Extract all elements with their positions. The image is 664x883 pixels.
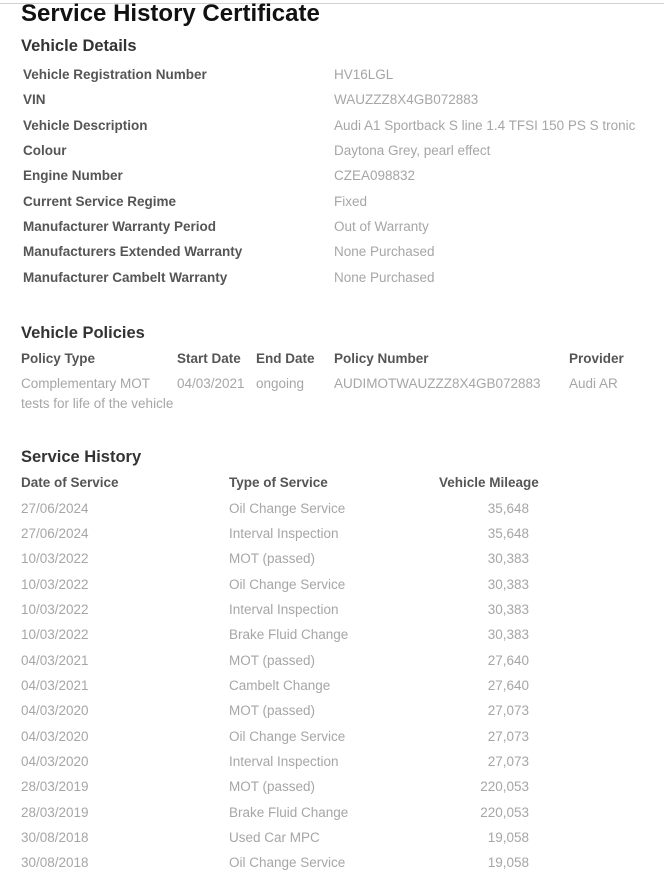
service-mileage: 30,383 (487, 551, 529, 566)
policy-type-header: Policy Type (21, 351, 96, 366)
service-date: 28/03/2019 (21, 805, 89, 820)
vehicle-mileage-header: Vehicle Mileage (439, 475, 539, 490)
service-date: 04/03/2020 (21, 729, 89, 744)
policy-provider: Audi AR (569, 376, 618, 391)
service-date: 27/06/2024 (21, 526, 89, 541)
policy-type-cell: Complementary MOT tests for life of the vehicle (21, 376, 174, 411)
start-date-header: Start Date (177, 351, 241, 366)
policy-start-date: 04/03/2021 (177, 376, 245, 391)
service-mileage: 19,058 (487, 830, 529, 845)
detail-value: None Purchased (334, 270, 435, 285)
service-mileage: 35,648 (487, 526, 529, 541)
detail-label: Manufacturers Extended Warranty (23, 244, 243, 259)
service-type: Oil Change Service (229, 729, 346, 744)
service-date: 10/03/2022 (21, 602, 89, 617)
service-type: Brake Fluid Change (229, 627, 349, 642)
service-type: Cambelt Change (229, 678, 331, 693)
service-type: Interval Inspection (229, 602, 339, 617)
service-date: 10/03/2022 (21, 627, 89, 642)
service-type: Oil Change Service (229, 501, 346, 516)
service-mileage: 30,383 (487, 627, 529, 642)
detail-label: Vehicle Registration Number (23, 67, 207, 82)
policy-number-header: Policy Number (334, 351, 429, 366)
service-date: 04/03/2021 (21, 678, 89, 693)
service-mileage: 30,383 (487, 577, 529, 592)
service-mileage: 27,640 (487, 653, 529, 668)
service-history-heading: Service History (21, 448, 142, 466)
detail-label: Manufacturer Cambelt Warranty (23, 270, 228, 285)
detail-label: Vehicle Description (23, 118, 148, 133)
service-type: MOT (passed) (229, 653, 316, 668)
service-mileage: 220,053 (480, 805, 529, 820)
service-date: 10/03/2022 (21, 551, 89, 566)
service-mileage: 27,073 (487, 754, 529, 769)
page-title: Service History Certificate (21, 0, 320, 27)
detail-label: VIN (23, 92, 46, 107)
policy-number: AUDIMOTWAUZZZ8X4GB072883 (334, 376, 541, 391)
service-date: 28/03/2019 (21, 779, 89, 794)
detail-label: Current Service Regime (23, 194, 177, 209)
detail-label: Engine Number (23, 168, 123, 183)
service-date: 10/03/2022 (21, 577, 89, 592)
service-type: Used Car MPC (229, 830, 320, 845)
service-type: MOT (passed) (229, 703, 316, 718)
detail-value: HV16LGL (334, 67, 394, 82)
policy-end-date: ongoing (256, 376, 305, 391)
service-type: Interval Inspection (229, 754, 339, 769)
date-of-service-header: Date of Service (21, 475, 119, 490)
service-mileage: 27,073 (487, 703, 529, 718)
detail-label: Colour (23, 143, 67, 158)
detail-value: Out of Warranty (334, 219, 429, 234)
service-mileage: 220,053 (480, 779, 529, 794)
detail-value: WAUZZZ8X4GB072883 (334, 92, 479, 107)
service-date: 27/06/2024 (21, 501, 89, 516)
provider-header: Provider (569, 351, 624, 366)
service-date: 04/03/2021 (21, 653, 89, 668)
detail-value: Fixed (334, 194, 368, 209)
service-type: Oil Change Service (229, 577, 346, 592)
service-mileage: 27,640 (487, 678, 529, 693)
service-date: 04/03/2020 (21, 703, 89, 718)
detail-value: Audi A1 Sportback S line 1.4 TFSI 150 PS S tronic (334, 118, 636, 133)
service-date: 30/08/2018 (21, 830, 89, 845)
vehicle-details-heading: Vehicle Details (21, 37, 137, 55)
service-type: Oil Change Service (229, 855, 346, 870)
end-date-header: End Date (256, 351, 315, 366)
service-type: Interval Inspection (229, 526, 339, 541)
type-of-service-header: Type of Service (229, 475, 328, 490)
service-mileage: 30,383 (487, 602, 529, 617)
detail-value: None Purchased (334, 244, 435, 259)
vehicle-policies-heading: Vehicle Policies (21, 324, 145, 342)
service-type: MOT (passed) (229, 551, 316, 566)
service-date: 04/03/2020 (21, 754, 89, 769)
detail-value: Daytona Grey, pearl effect (334, 143, 491, 158)
service-mileage: 35,648 (487, 501, 529, 516)
service-mileage: 19,058 (487, 855, 529, 870)
service-mileage: 27,073 (487, 729, 529, 744)
detail-label: Manufacturer Warranty Period (23, 219, 217, 234)
detail-value: CZEA098832 (334, 168, 416, 183)
service-type: MOT (passed) (229, 779, 316, 794)
service-type: Brake Fluid Change (229, 805, 349, 820)
service-date: 30/08/2018 (21, 855, 89, 870)
